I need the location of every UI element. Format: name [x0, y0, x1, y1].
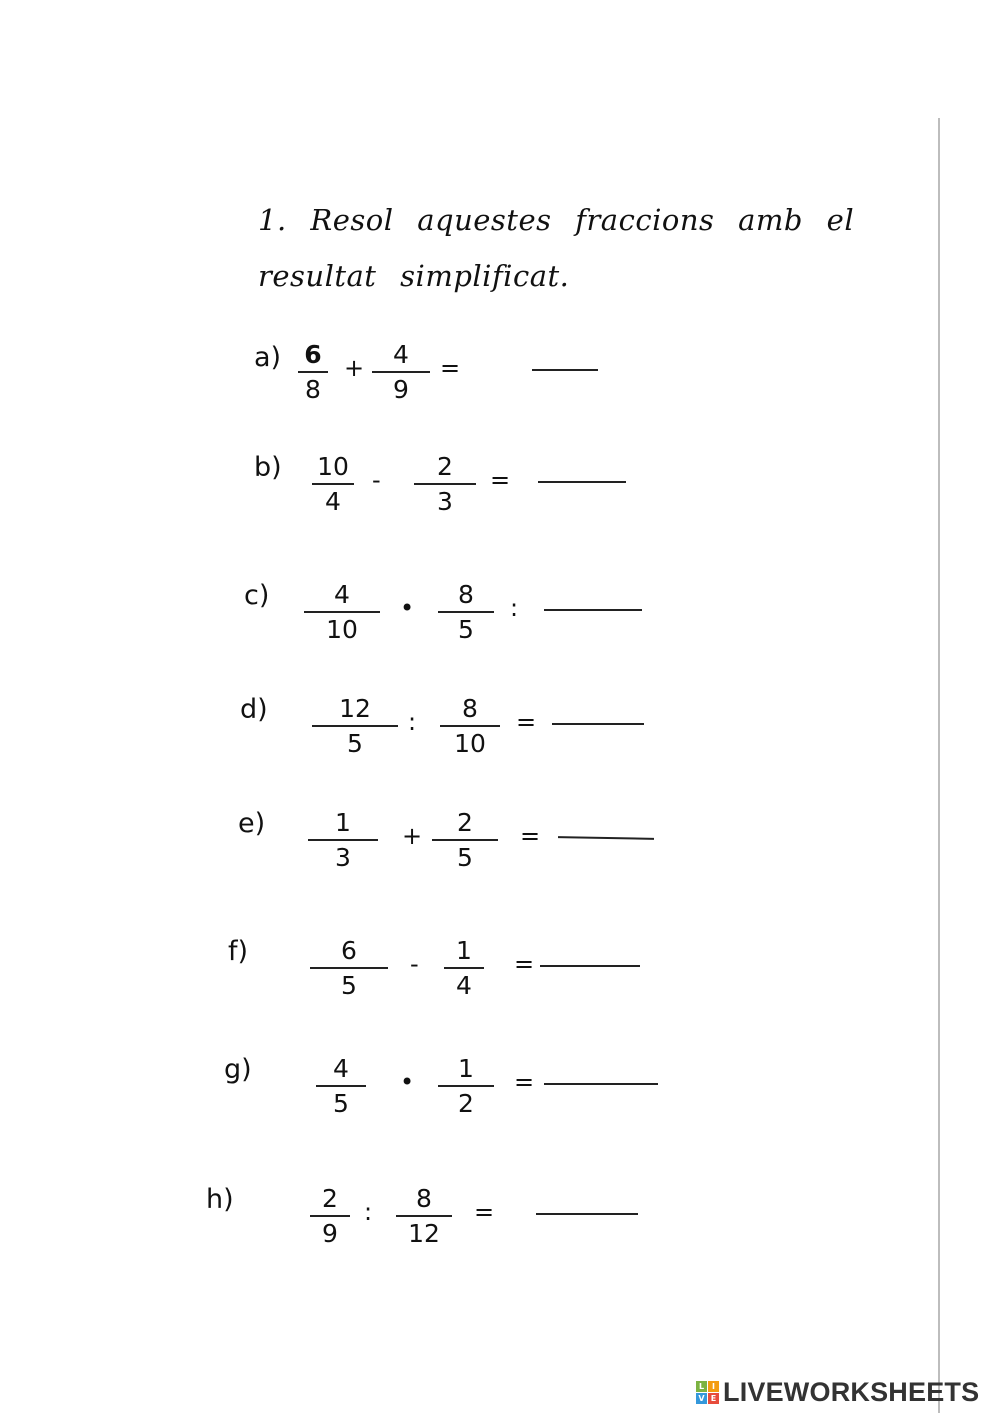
fraction-bar	[304, 611, 380, 613]
logo-mark-letter-l: L	[696, 1381, 707, 1392]
numerator: 1	[456, 936, 472, 965]
fraction-2	[444, 936, 484, 1001]
answer-blank[interactable]	[544, 609, 642, 611]
equals-sign: =	[440, 354, 461, 382]
fraction-1	[304, 580, 380, 645]
denominator: 5	[458, 615, 474, 644]
exercise-a	[254, 340, 614, 410]
denominator: 10	[326, 615, 358, 644]
logo-text: LIVEWORKSHEETS	[723, 1376, 980, 1407]
exercise-b	[254, 452, 634, 522]
exercise-label: e)	[238, 808, 266, 839]
fraction-1	[310, 936, 388, 1001]
answer-blank[interactable]	[536, 1213, 638, 1215]
numerator: 1	[458, 1054, 474, 1083]
fraction-2	[440, 694, 500, 759]
fraction-bar	[310, 967, 388, 969]
answer-blank[interactable]	[538, 481, 626, 483]
denominator: 3	[335, 843, 351, 872]
exercise-label: g)	[224, 1054, 252, 1085]
denominator: 9	[393, 375, 409, 404]
denominator: 4	[456, 971, 472, 1000]
fraction-bar	[316, 1085, 366, 1087]
fraction-bar	[438, 1085, 494, 1087]
margin-divider	[938, 118, 940, 1413]
equals-sign: =	[514, 950, 535, 978]
fraction-bar	[372, 371, 430, 373]
numerator: 1	[335, 808, 351, 837]
denominator: 2	[458, 1089, 474, 1118]
exercise-f	[228, 936, 648, 1006]
denominator: 10	[454, 729, 486, 758]
separator-sign: :	[510, 594, 519, 622]
numerator: 8	[416, 1184, 432, 1213]
answer-blank[interactable]	[552, 723, 644, 725]
numerator: 6	[341, 936, 357, 965]
answer-blank[interactable]	[540, 965, 640, 967]
fraction-1	[312, 452, 354, 517]
exercise-label: c)	[244, 580, 270, 611]
operator: •	[400, 1068, 415, 1096]
fraction-2	[372, 340, 430, 405]
fraction-bar	[310, 1215, 350, 1217]
exercise-h	[206, 1184, 646, 1254]
denominator: 12	[408, 1219, 440, 1248]
fraction-1	[308, 808, 378, 873]
fraction-bar	[440, 725, 500, 727]
exercise-e	[238, 808, 658, 878]
fraction-bar	[432, 839, 498, 841]
fraction-2	[396, 1184, 452, 1249]
numerator: 8	[458, 580, 474, 609]
answer-blank[interactable]	[532, 369, 598, 371]
operator: +	[402, 822, 423, 850]
numerator: 12	[339, 694, 371, 723]
fraction-bar	[444, 967, 484, 969]
exercise-label: h)	[206, 1184, 234, 1215]
denominator: 5	[347, 729, 363, 758]
exercise-label: b)	[254, 452, 282, 483]
fraction-bar	[438, 611, 494, 613]
numerator: 4	[393, 340, 409, 369]
operator: -	[410, 950, 419, 978]
numerator: 6	[304, 340, 322, 369]
numerator: 2	[322, 1184, 338, 1213]
fraction-2	[438, 580, 494, 645]
exercise-g	[224, 1054, 664, 1124]
exercise-c	[244, 580, 644, 650]
numerator: 2	[457, 808, 473, 837]
equals-sign: =	[516, 708, 537, 736]
fraction-1	[312, 694, 398, 759]
instruction-text: 1. Resol aquestes fraccions amb el resultat simplificat.	[258, 203, 855, 293]
answer-blank[interactable]	[544, 1083, 658, 1085]
fraction-bar	[396, 1215, 452, 1217]
operator: •	[400, 594, 415, 622]
numerator: 4	[333, 1054, 349, 1083]
denominator: 5	[341, 971, 357, 1000]
fraction-bar	[312, 725, 398, 727]
denominator: 4	[325, 487, 341, 516]
fraction-1	[298, 340, 328, 405]
denominator: 8	[305, 375, 321, 404]
fraction-1	[316, 1054, 366, 1119]
denominator: 5	[333, 1089, 349, 1118]
numerator: 8	[462, 694, 478, 723]
numerator: 4	[334, 580, 350, 609]
fraction-bar	[414, 483, 476, 485]
fraction-bar	[298, 371, 328, 373]
exercise-label: a)	[254, 342, 282, 373]
logo-mark-letter-i: I	[708, 1381, 719, 1392]
numerator: 10	[317, 452, 349, 481]
exercise-label: d)	[240, 694, 268, 725]
operator: :	[364, 1198, 373, 1226]
logo-mark-letter-v: V	[696, 1393, 707, 1404]
equals-sign: =	[514, 1068, 535, 1096]
fraction-2	[414, 452, 476, 517]
equals-sign: =	[520, 822, 541, 850]
fraction-2	[438, 1054, 494, 1119]
fraction-bar	[312, 483, 354, 485]
exercise-label: f)	[228, 936, 249, 967]
operator: :	[408, 708, 417, 736]
denominator: 5	[457, 843, 473, 872]
denominator: 9	[322, 1219, 338, 1248]
fraction-1	[310, 1184, 350, 1249]
equals-sign: =	[474, 1198, 495, 1226]
exercise-d	[240, 694, 650, 764]
operator: +	[344, 354, 365, 382]
answer-blank[interactable]	[558, 836, 654, 840]
liveworksheets-logo	[696, 1376, 979, 1408]
logo-mark-letter-e: E	[708, 1393, 719, 1404]
fraction-2	[432, 808, 498, 873]
equals-sign: =	[490, 466, 511, 494]
numerator: 2	[437, 452, 453, 481]
operator: -	[372, 466, 381, 494]
denominator: 3	[437, 487, 453, 516]
logo-mark-icon	[696, 1381, 719, 1404]
fraction-bar	[308, 839, 378, 841]
